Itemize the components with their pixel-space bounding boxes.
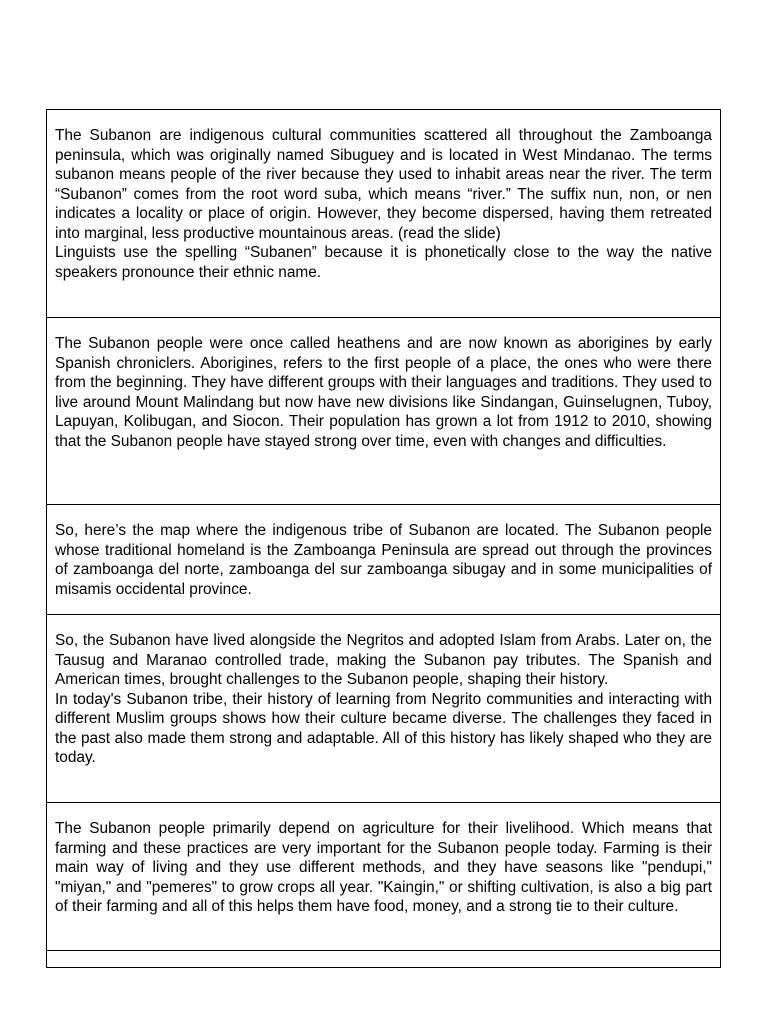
table-row [47, 615, 720, 803]
notes-table [46, 109, 721, 968]
table-row [47, 318, 720, 505]
table-row [47, 505, 720, 615]
table-row [47, 110, 720, 318]
paragraph: The Subanon people primarily depend on agriculture for their livelihood. Which means that farming and these practices are very important for the Subanon people today. Farming is their main way of living and they use different methods, and they have seasons like "pendupi," "miyan," and "pemeres" to grow crops all year. "Kaingin," or shifting cultivation, is also a big part of their farming and all of this helps them have food, money, and a strong tie to their culture. [55, 820, 712, 915]
table-row [47, 803, 720, 951]
paragraph: So, the Subanon have lived alongside the Negritos and adopted Islam from Arabs. Later on, the Tausug and Maranao controlled trade, making the Subanon pay tributes. The Spanish and American times, brought challenges to the Subanon people, shaping their history. [55, 632, 712, 688]
empty-table-row [47, 951, 720, 967]
paragraph: Linguists use the spelling “Subanen” because it is phonetically close to the way the native speakers pronounce their ethnic name. [55, 244, 712, 281]
paragraph: The Subanon people were once called heathens and are now known as aborigines by early Spanish chroniclers. Aborigines, refers to the first people of a place, the ones who were there from the beginning. They have different groups with their languages and traditions. They used to live around Mount Malindang but now have new divisions like Sindangan, Guinselugnen, Tuboy, Lapuyan, Kolibugan, and Siocon. Their population has grown a lot from 1912 to 2010, showing that the Subanon people have stayed strong over time, even with changes and difficulties. [55, 335, 712, 450]
paragraph: The Subanon are indigenous cultural communities scattered all throughout the Zamboanga peninsula, which was originally named Sibuguey and is located in West Mindanao. The terms subanon means people of the river because they used to inhabit areas near the river. The term “Subanon” comes from the root word suba, which means “river.” The suffix nun, non, or nen indicates a locality or place of origin. However, they become dispersed, having them retreated into marginal, less productive mountainous areas. (read the slide) [55, 127, 712, 242]
paragraph: So, here’s the map where the indigenous tribe of Subanon are located. The Subanon people whose traditional homeland is the Zamboanga Peninsula are spread out through the provinces of zamboanga del norte, zamboanga del sur zamboanga sibugay and in some municipalities of misamis occidental province. [55, 522, 712, 598]
paragraph: In today's Subanon tribe, their history of learning from Negrito communities and interacting with different Muslim groups shows how their culture became diverse. The challenges they faced in the past also made them strong and adaptable. All of this history has likely shaped who they are today. [55, 690, 712, 766]
